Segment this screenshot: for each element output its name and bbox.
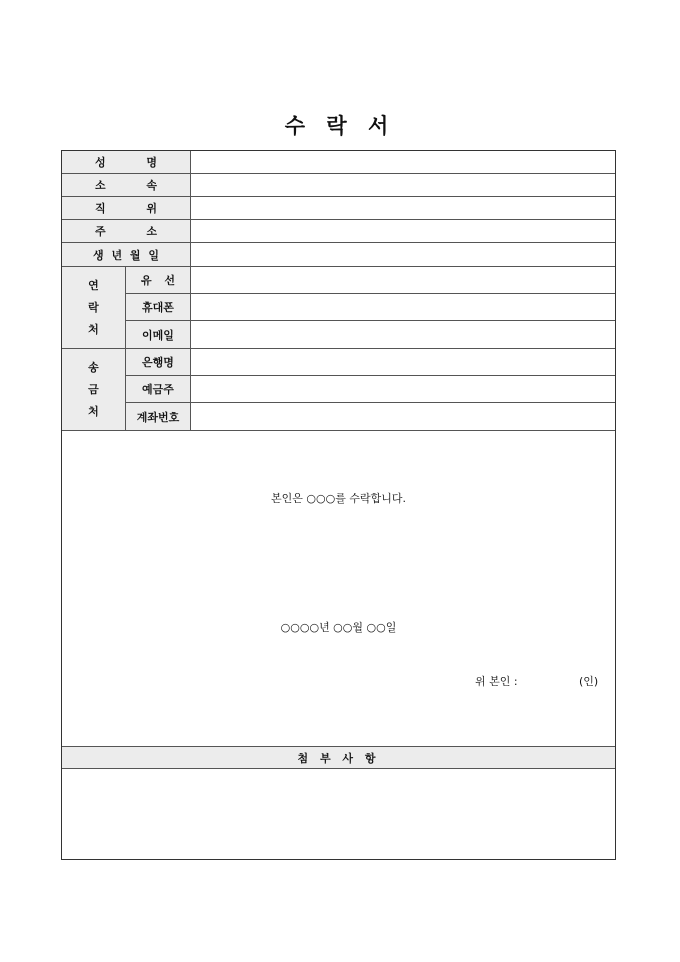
label-mobile: 휴대폰 <box>126 294 191 320</box>
contact-group <box>62 267 615 349</box>
remit-group-label: 송 금 처 <box>62 349 126 430</box>
acceptance-form <box>61 150 616 860</box>
row-position <box>62 197 615 220</box>
label-account: 계좌번호 <box>126 403 191 430</box>
position-field[interactable] <box>191 197 615 219</box>
label-bank: 은행명 <box>126 349 191 375</box>
row-holder <box>126 376 615 403</box>
row-name <box>62 151 615 174</box>
row-bank <box>126 349 615 376</box>
row-landline <box>126 267 615 294</box>
email-field[interactable] <box>191 321 615 348</box>
row-email <box>126 321 615 348</box>
contact-group-label: 연 락 처 <box>62 267 126 348</box>
row-address <box>62 220 615 243</box>
row-account <box>126 403 615 430</box>
label-name: 성 명 <box>62 151 191 173</box>
acceptance-statement: 본인은 ○○○를 수락합니다. <box>271 492 406 505</box>
date-line: ○○○○년 ○○월 ○○일 <box>280 621 397 634</box>
row-affiliation <box>62 174 615 197</box>
holder-field[interactable] <box>191 376 615 402</box>
birthdate-field[interactable] <box>191 243 615 266</box>
label-landline: 유 선 <box>126 267 191 293</box>
bank-field[interactable] <box>191 349 615 375</box>
name-field[interactable] <box>191 151 615 173</box>
label-position: 직 위 <box>62 197 191 219</box>
row-mobile <box>126 294 615 321</box>
attachment-area[interactable] <box>62 769 615 859</box>
label-email: 이메일 <box>126 321 191 348</box>
mobile-field[interactable] <box>191 294 615 320</box>
account-field[interactable] <box>191 403 615 430</box>
landline-field[interactable] <box>191 267 615 293</box>
seal-mark: (인) <box>579 675 599 688</box>
affiliation-field[interactable] <box>191 174 615 196</box>
attachment-heading: 첨 부 사 항 <box>62 746 615 769</box>
label-birthdate: 생 년 월 일 <box>62 243 191 266</box>
page-title: 수 락 서 <box>284 114 396 138</box>
label-address: 주 소 <box>62 220 191 242</box>
label-affiliation: 소 속 <box>62 174 191 196</box>
remit-group <box>62 349 615 431</box>
label-holder: 예금주 <box>126 376 191 402</box>
row-birthdate <box>62 243 615 267</box>
address-field[interactable] <box>191 220 615 242</box>
signer-label: 위 본인 : <box>475 675 518 688</box>
